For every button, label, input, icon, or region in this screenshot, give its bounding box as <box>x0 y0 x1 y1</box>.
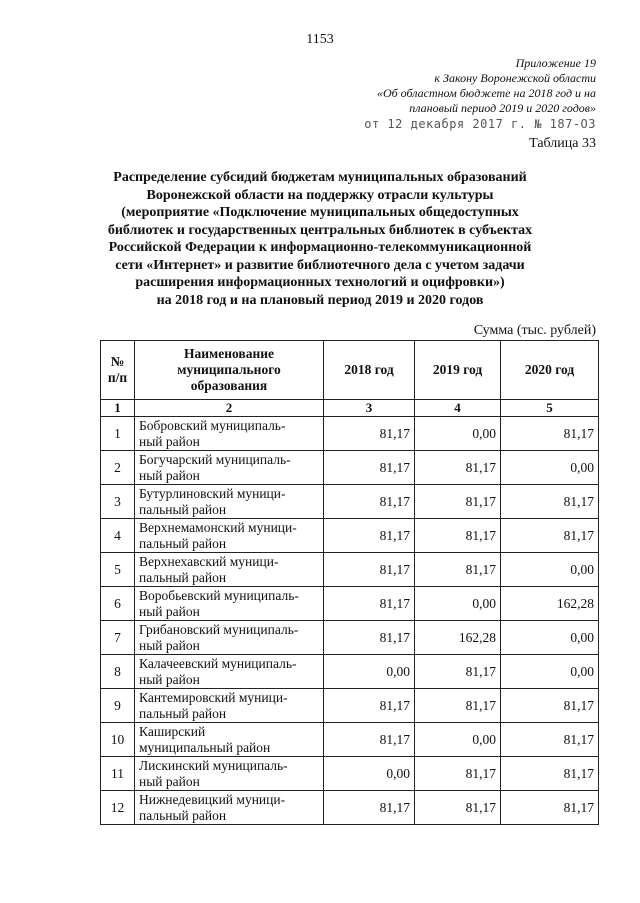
table-row <box>101 485 599 519</box>
municipality-name <box>135 621 324 655</box>
name-line: Богучарский муниципаль- <box>139 451 291 467</box>
row-number: 5 <box>101 553 135 587</box>
value-2020: 0,00 <box>501 655 599 689</box>
column-numbers-row <box>101 400 599 417</box>
title-line: Российской Федерации к информационно-телекоммуникационной <box>108 240 532 255</box>
value-2020: 0,00 <box>501 553 599 587</box>
value-2018: 81,17 <box>324 587 415 621</box>
value-2020: 0,00 <box>501 451 599 485</box>
municipality-name <box>135 587 324 621</box>
municipality-name <box>135 723 324 757</box>
value-2020: 0,00 <box>501 621 599 655</box>
header-number: № п/п <box>101 341 135 400</box>
row-number: 3 <box>101 485 135 519</box>
name-line: пальный район <box>139 705 227 721</box>
value-2020: 81,17 <box>501 417 599 451</box>
municipality-name <box>135 757 324 791</box>
value-2020: 81,17 <box>501 485 599 519</box>
title-line: Воронежской области на поддержку отрасли культуры <box>146 187 494 203</box>
row-number: 1 <box>101 417 135 451</box>
value-2018: 81,17 <box>324 621 415 655</box>
name-line: ный район <box>139 603 200 619</box>
value-2020: 81,17 <box>501 519 599 553</box>
value-2019: 0,00 <box>415 587 501 621</box>
table-row <box>101 519 599 553</box>
name-line: Нижнедевицкий муници- <box>139 791 286 807</box>
table-row <box>101 723 599 757</box>
value-2019: 0,00 <box>415 723 501 757</box>
value-2019: 81,17 <box>415 655 501 689</box>
value-2018: 81,17 <box>324 553 415 587</box>
row-number: 9 <box>101 689 135 723</box>
column-number: 4 <box>415 400 501 417</box>
column-number: 5 <box>501 400 599 417</box>
name-line: Бутурлиновский муници- <box>139 485 286 501</box>
value-2020: 81,17 <box>501 791 599 825</box>
value-2018: 81,17 <box>324 791 415 825</box>
column-number: 3 <box>324 400 415 417</box>
title-line: Распределение субсидий бюджетам муниципальных образований <box>113 170 527 185</box>
value-2019: 81,17 <box>415 553 501 587</box>
municipality-name <box>135 451 324 485</box>
name-line: муниципальный район <box>139 739 271 755</box>
value-2019: 81,17 <box>415 519 501 553</box>
appendix-line: «Об областном бюджете на 2018 год и на <box>376 86 596 100</box>
table-header-row <box>101 341 599 400</box>
column-number: 2 <box>135 400 324 417</box>
value-2020: 81,17 <box>501 723 599 757</box>
value-2018: 0,00 <box>324 757 415 791</box>
header-2018: 2018 год <box>324 341 415 400</box>
value-2019: 162,28 <box>415 621 501 655</box>
header-2020: 2020 год <box>501 341 599 400</box>
value-2019: 81,17 <box>415 689 501 723</box>
value-2018: 81,17 <box>324 519 415 553</box>
table-row <box>101 621 599 655</box>
table-row <box>101 655 599 689</box>
row-number: 11 <box>101 757 135 791</box>
document-title <box>60 169 580 309</box>
name-line: Каширский <box>139 723 206 739</box>
table-row <box>101 757 599 791</box>
name-line: Калачеевский муниципаль- <box>139 655 297 671</box>
value-2020: 162,28 <box>501 587 599 621</box>
name-line: пальный район <box>139 501 227 517</box>
row-number: 7 <box>101 621 135 655</box>
name-line: Верхнехавский муници- <box>139 553 279 569</box>
value-2020: 81,17 <box>501 689 599 723</box>
units-label: Сумма (тыс. рублей) <box>473 323 596 338</box>
title-line: библиотек и государственных центральных библиотек в субъектах <box>107 222 533 238</box>
title-line: расширения информационных технологий и оцифровки») <box>135 275 505 290</box>
value-2018: 81,17 <box>324 689 415 723</box>
name-line: Лискинский муниципаль- <box>139 757 288 773</box>
table-row <box>101 553 599 587</box>
municipality-name <box>135 485 324 519</box>
value-2018: 81,17 <box>324 485 415 519</box>
appendix-line: к Закону Воронежской области <box>434 71 596 85</box>
table-row <box>101 587 599 621</box>
name-line: Кантемировский муници- <box>139 689 288 705</box>
municipality-name <box>135 689 324 723</box>
row-number: 4 <box>101 519 135 553</box>
municipality-name <box>135 553 324 587</box>
name-line: Грибановский муниципаль- <box>139 621 299 637</box>
law-date-number-stamp: от 12 декабря 2017 г. № 187-ОЗ <box>364 117 596 131</box>
value-2018: 0,00 <box>324 655 415 689</box>
name-line: Верхнемамонский муници- <box>139 519 297 535</box>
name-line: ный район <box>139 433 200 449</box>
row-number: 2 <box>101 451 135 485</box>
value-2019: 0,00 <box>415 417 501 451</box>
appendix-line: плановый период 2019 и 2020 годов» <box>409 101 596 115</box>
value-2019: 81,17 <box>415 757 501 791</box>
municipality-name <box>135 519 324 553</box>
header-name <box>135 341 324 400</box>
table-row <box>101 791 599 825</box>
title-line: на 2018 год и на плановый период 2019 и 2020 годов <box>156 292 484 308</box>
row-number: 10 <box>101 723 135 757</box>
page-number: 1153 <box>306 32 334 47</box>
value-2018: 81,17 <box>324 723 415 757</box>
municipality-name <box>135 417 324 451</box>
name-line: ный район <box>139 467 200 483</box>
name-line: ный район <box>139 671 200 687</box>
municipality-name <box>135 655 324 689</box>
name-line: ный район <box>139 637 200 653</box>
name-line: Воробьевский муниципаль- <box>139 587 299 603</box>
table-row <box>101 451 599 485</box>
table-row <box>101 689 599 723</box>
table-row <box>101 417 599 451</box>
subsidy-table <box>100 340 599 825</box>
name-line: ный район <box>139 773 200 789</box>
name-line: Бобровский муниципаль- <box>139 417 286 433</box>
row-number: 6 <box>101 587 135 621</box>
value-2019: 81,17 <box>415 791 501 825</box>
header-name-line: муниципального <box>177 362 281 377</box>
value-2019: 81,17 <box>415 451 501 485</box>
title-line: сети «Интернет» и развитие библиотечного дела с учетом задачи <box>115 257 525 273</box>
row-number: 12 <box>101 791 135 825</box>
appendix-line: Приложение 19 <box>515 56 596 70</box>
header-name-line: Наименование <box>184 346 274 361</box>
value-2018: 81,17 <box>324 451 415 485</box>
name-line: пальный район <box>139 569 227 585</box>
value-2018: 81,17 <box>324 417 415 451</box>
title-line: (мероприятие «Подключение муниципальных общедоступных <box>121 205 519 220</box>
header-2019: 2019 год <box>415 341 501 400</box>
appendix-reference <box>296 56 596 116</box>
header-name-line: образования <box>190 378 268 393</box>
value-2019: 81,17 <box>415 485 501 519</box>
table-number: Таблица 33 <box>529 136 596 151</box>
name-line: пальный район <box>139 535 227 551</box>
value-2020: 81,17 <box>501 757 599 791</box>
row-number: 8 <box>101 655 135 689</box>
column-number: 1 <box>101 400 135 417</box>
municipality-name <box>135 791 324 825</box>
name-line: пальный район <box>139 807 227 823</box>
